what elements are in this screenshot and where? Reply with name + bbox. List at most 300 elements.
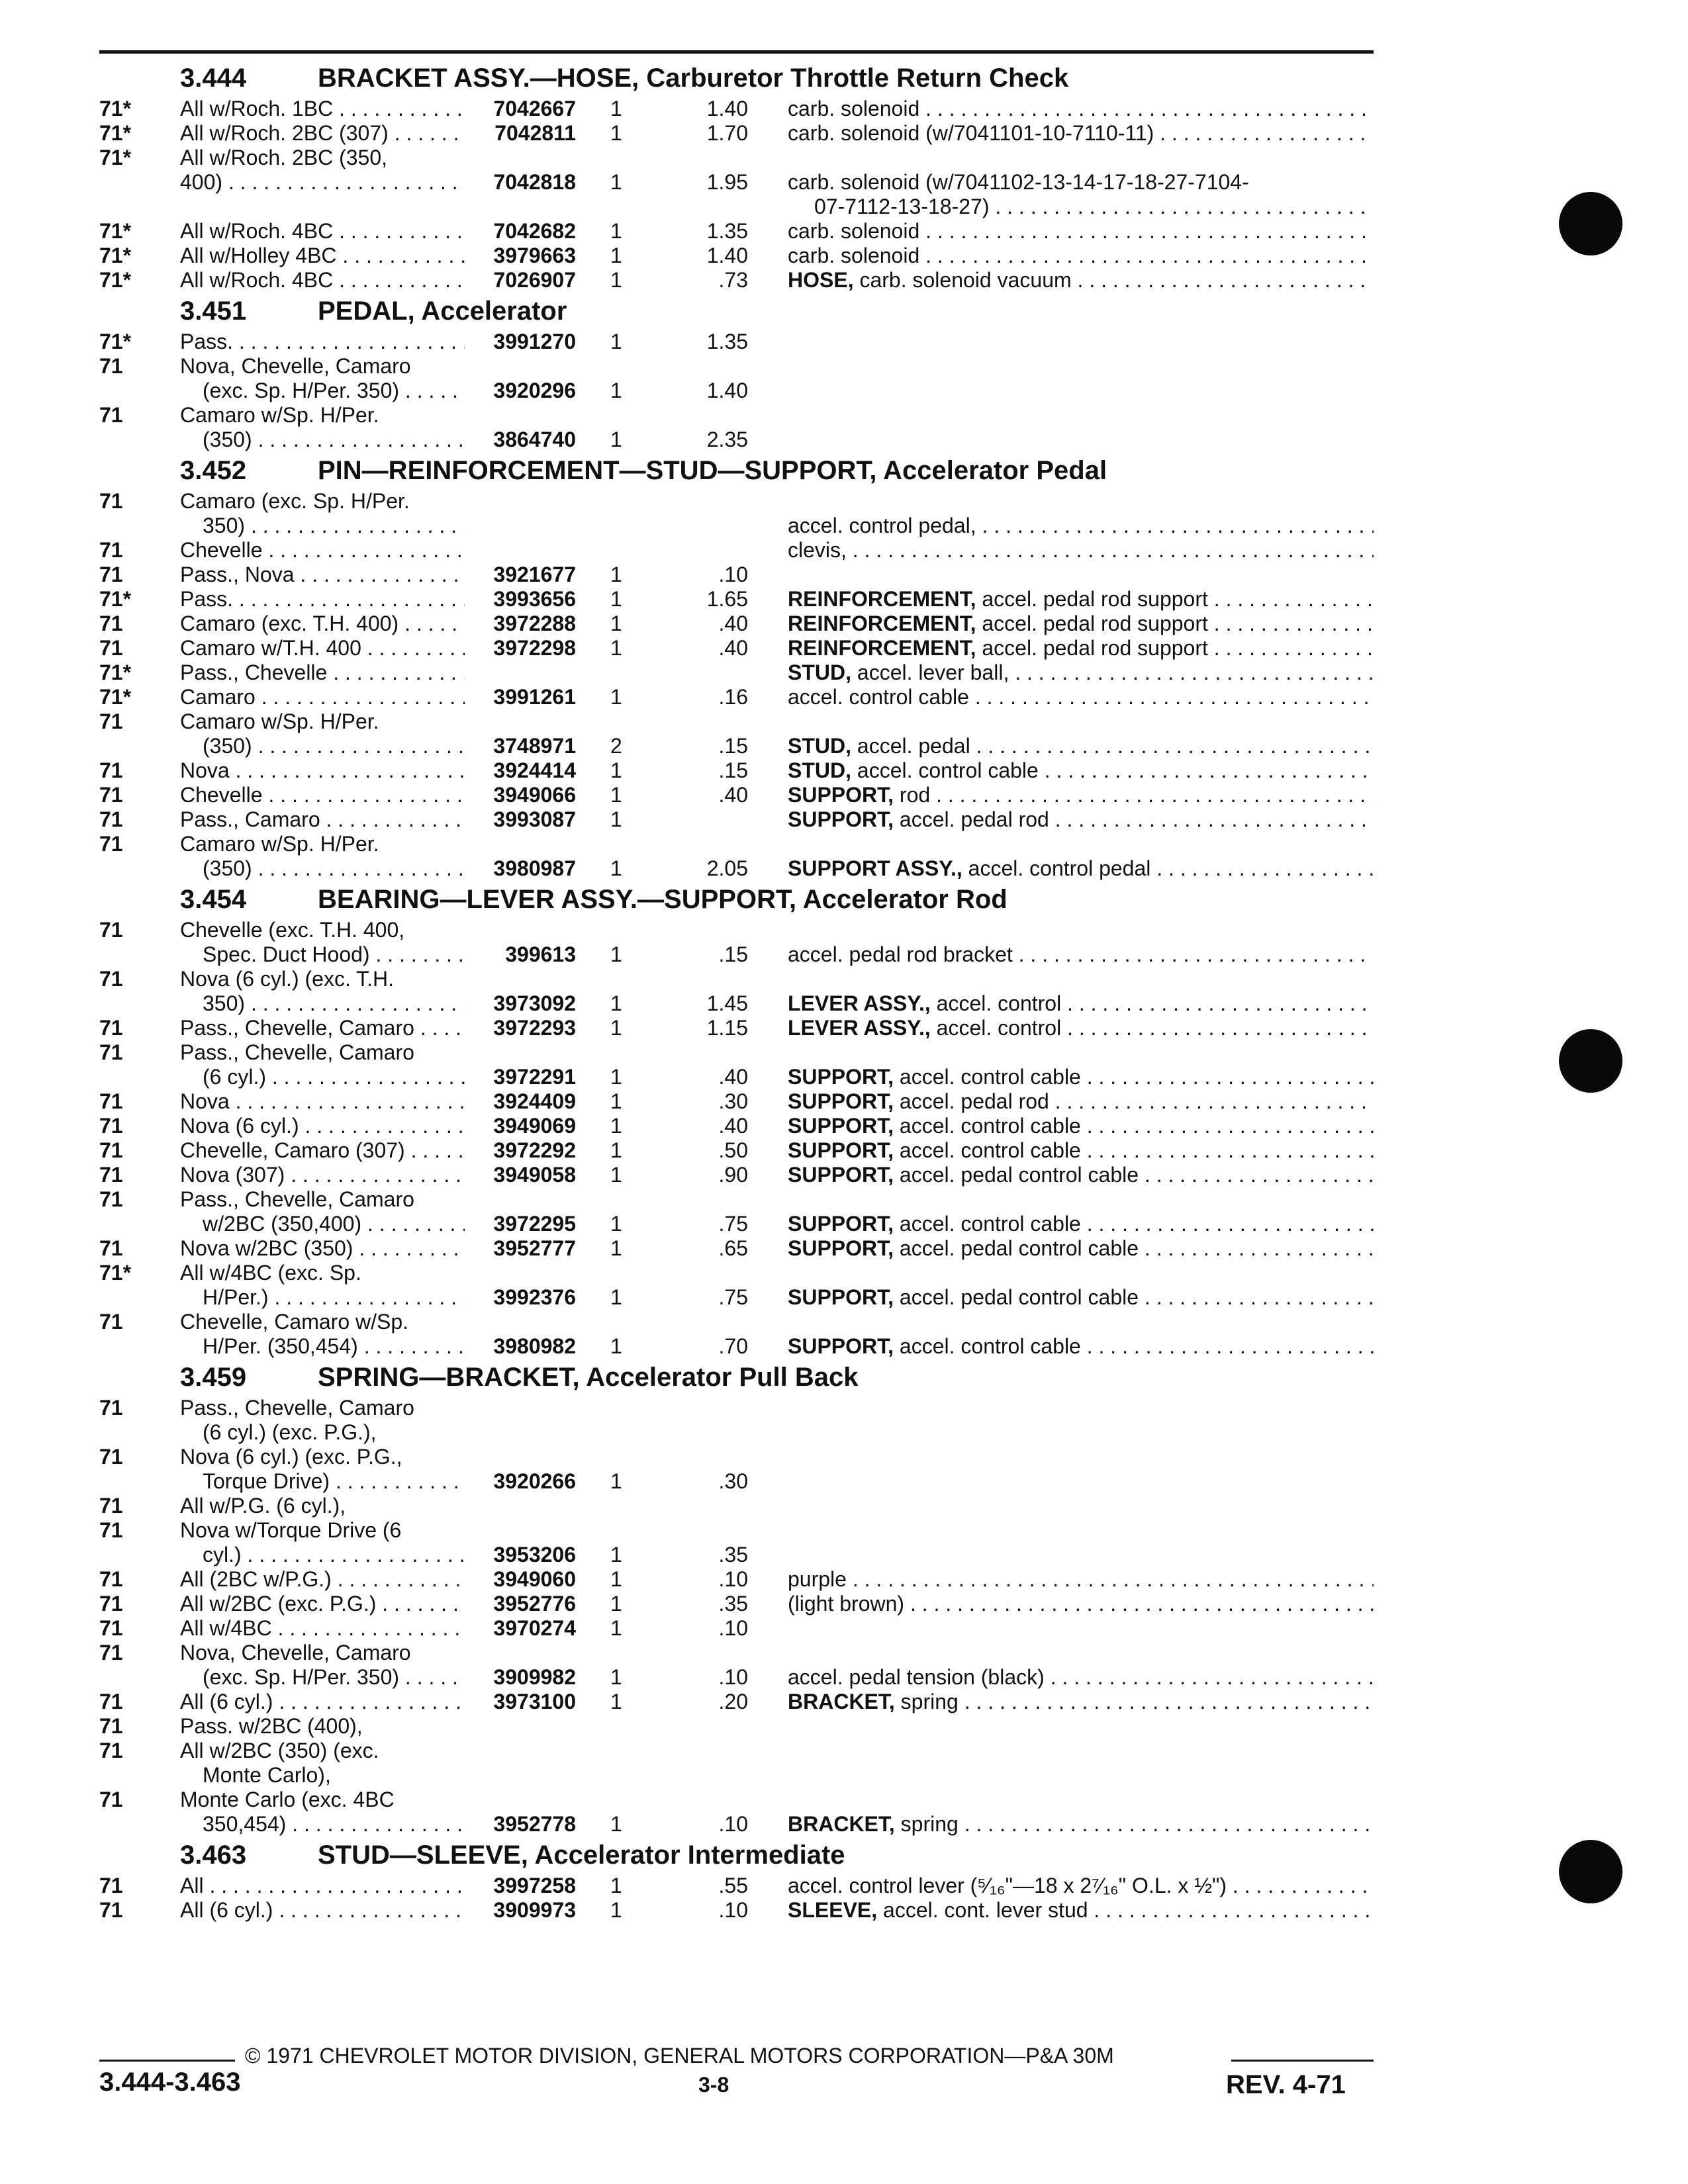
remark-text: accel. control: [930, 1016, 1062, 1040]
part-row: [0, 1420, 1688, 1445]
application-desc: Camaro w/Sp. H/Per.: [180, 709, 379, 733]
remark-text: carb. solenoid (w/7041102-13-14-17-18-27-7104-: [788, 170, 1249, 194]
application-desc: Chevelle . . .: [180, 538, 465, 563]
quantity: 1: [610, 219, 622, 243]
application-desc: Pass., Camaro . . .: [180, 807, 465, 832]
remark-text: accel. pedal control cable: [894, 1236, 1139, 1260]
application-desc: Nova (6 cyl.) (exc. T.H.: [180, 967, 395, 991]
application-desc: All w/Roch. 1BC . . .: [180, 97, 465, 121]
part-remark: [788, 1567, 1374, 1592]
footer-rule-right: [1231, 2060, 1374, 2062]
part-remark: [788, 612, 1374, 636]
quantity: 1: [610, 1089, 622, 1113]
part-number: 3993656: [493, 587, 576, 611]
model-year: 71: [99, 354, 123, 378]
model-year: 71*: [99, 121, 132, 145]
part-number: 3993087: [493, 807, 576, 831]
part-name-bold: HOSE,: [788, 268, 854, 292]
part-remark: [788, 1138, 1374, 1163]
part-remark: [788, 856, 1374, 881]
section-title: BRACKET ASSY.—HOSE, Carburetor Throttle Return Check: [318, 64, 1069, 93]
application-desc: 350) . . .: [203, 991, 465, 1016]
list-price: 1.65: [706, 587, 748, 611]
model-year: 71: [99, 612, 123, 635]
part-name-bold: SUPPORT,: [788, 1138, 894, 1162]
remark-text: accel. pedal rod support: [976, 587, 1208, 611]
part-row: [0, 1261, 1688, 1285]
part-number: 3864740: [493, 428, 576, 451]
part-row: [0, 734, 1688, 758]
remark-text: accel. control cable: [788, 685, 969, 709]
quantity: 1: [610, 685, 622, 709]
model-year: 71: [99, 1739, 123, 1762]
remark-text: accel. cont. lever stud: [877, 1898, 1088, 1922]
application-desc: Nova, Chevelle, Camaro: [180, 1641, 411, 1664]
list-price: .10: [718, 1665, 748, 1689]
list-price: .73: [718, 268, 748, 292]
part-remark: [788, 170, 1374, 195]
application-desc: (350) . . .: [203, 734, 465, 758]
application-desc: Nova, Chevelle, Camaro: [180, 354, 411, 378]
quantity: 1: [610, 1616, 622, 1640]
application-desc: (350) . . .: [203, 428, 465, 452]
application-desc: All w/4BC (exc. Sp.: [180, 1261, 361, 1285]
list-price: .10: [718, 563, 748, 586]
part-number: 7042667: [493, 97, 576, 120]
application-desc: cyl.) . . .: [203, 1543, 465, 1567]
part-row: [0, 146, 1688, 170]
part-remark: [788, 807, 1374, 832]
part-name-bold: STUD,: [788, 660, 851, 684]
quantity: 1: [610, 268, 622, 292]
list-price: 1.15: [706, 1016, 748, 1040]
application-desc: (350) . . .: [203, 856, 465, 881]
part-row: [0, 354, 1688, 379]
application-desc: Pass., Chevelle, Camaro . . .: [180, 1016, 465, 1040]
application-desc: Pass., Chevelle, Camaro: [180, 1040, 414, 1064]
part-name-bold: SUPPORT,: [788, 783, 894, 807]
model-year: 71: [99, 709, 123, 733]
remark-text: accel. control: [930, 991, 1062, 1015]
part-remark: [788, 783, 1374, 807]
part-number: 3973100: [493, 1690, 576, 1713]
part-row: [0, 1641, 1688, 1665]
remark-text: clevis,: [788, 538, 847, 562]
part-row: [0, 832, 1688, 856]
part-remark: [788, 636, 1374, 660]
application-desc: H/Per.) . . .: [203, 1285, 465, 1310]
model-year: 71: [99, 563, 123, 586]
part-remark: [788, 219, 1374, 244]
section-range: 3.444-3.463: [99, 2068, 241, 2097]
top-rule: [99, 50, 1374, 54]
application-desc: Nova w/2BC (350) . . .: [180, 1236, 465, 1261]
application-desc: Pass., Nova . . .: [180, 563, 465, 587]
application-desc: (exc. Sp. H/Per. 350) . . .: [203, 1665, 465, 1690]
part-number: 3973092: [493, 991, 576, 1015]
part-remark: [788, 97, 1374, 121]
model-year: 71: [99, 1592, 123, 1615]
remark-text: accel. lever ball,: [851, 660, 1009, 684]
part-number: 3972298: [493, 636, 576, 660]
list-price: .10: [718, 1616, 748, 1640]
part-row: [0, 636, 1688, 660]
remark-text: carb. solenoid: [788, 97, 920, 120]
part-remark: [788, 1334, 1374, 1359]
part-number: 3972293: [493, 1016, 576, 1040]
remark-text: accel. pedal rod bracket: [788, 942, 1013, 966]
part-remark: [788, 268, 1374, 293]
part-row: [0, 783, 1688, 807]
list-price: .10: [718, 1812, 748, 1836]
section-heading: [0, 1359, 1688, 1396]
part-row: [0, 489, 1688, 514]
application-desc: All w/Roch. 2BC (307) . . .: [180, 121, 465, 146]
model-year: 71: [99, 636, 123, 660]
part-remark: [788, 758, 1374, 783]
part-row: [0, 1714, 1688, 1739]
model-year: 71: [99, 1016, 123, 1040]
remark-text: accel. pedal rod support: [976, 612, 1208, 635]
part-number: 3909973: [493, 1898, 576, 1922]
part-row: [0, 121, 1688, 146]
part-row: [0, 1016, 1688, 1040]
part-row: [0, 685, 1688, 709]
part-remark: [788, 1874, 1374, 1898]
part-row: [0, 942, 1688, 967]
page-number: 3-8: [698, 2073, 729, 2097]
section-number: 3.459: [180, 1363, 247, 1392]
model-year: 71*: [99, 587, 132, 611]
application-desc: All (6 cyl.) . . .: [180, 1690, 465, 1714]
part-row: [0, 244, 1688, 268]
part-remark: [788, 514, 1374, 538]
remark-text: carb. solenoid: [788, 244, 920, 267]
quantity: 1: [610, 379, 622, 402]
part-remark: [788, 587, 1374, 612]
application-desc: All w/Holley 4BC . . .: [180, 244, 465, 268]
application-desc: Camaro w/Sp. H/Per.: [180, 403, 379, 427]
part-row: [0, 660, 1688, 685]
model-year: 71: [99, 967, 123, 991]
application-desc: All . . .: [180, 1874, 465, 1898]
section-title: STUD—SLEEVE, Accelerator Intermediate: [318, 1841, 845, 1870]
list-price: .40: [718, 1065, 748, 1089]
part-remark: [788, 1212, 1374, 1236]
application-desc: Pass., Chevelle, Camaro: [180, 1187, 414, 1211]
application-desc: Torque Drive) . . .: [203, 1469, 465, 1494]
part-row: [0, 1567, 1688, 1592]
model-year: 71: [99, 1138, 123, 1162]
part-name-bold: STUD,: [788, 758, 851, 782]
list-price: .30: [718, 1469, 748, 1493]
model-year: 71: [99, 1714, 123, 1738]
part-row: [0, 538, 1688, 563]
remark-text: accel. pedal control cable: [894, 1163, 1139, 1187]
part-row: [0, 1396, 1688, 1420]
quantity: 1: [610, 428, 622, 451]
list-price: 2.05: [706, 856, 748, 880]
quantity: 1: [610, 121, 622, 145]
list-price: .75: [718, 1285, 748, 1309]
application-desc: H/Per. (350,454) . . .: [203, 1334, 465, 1359]
model-year: 71: [99, 1494, 123, 1518]
remark-text: accel. pedal tension (black): [788, 1665, 1045, 1689]
application-desc: (6 cyl.) (exc. P.G.),: [203, 1420, 377, 1444]
part-row: [0, 991, 1688, 1016]
application-desc: 400) . . .: [180, 170, 465, 195]
part-row: [0, 1445, 1688, 1469]
quantity: 1: [610, 1898, 622, 1922]
quantity: 1: [610, 807, 622, 831]
application-desc: Pass., Chevelle . . .: [180, 660, 465, 685]
model-year: 71: [99, 758, 123, 782]
remark-text: accel. control cable: [894, 1114, 1081, 1138]
part-row: [0, 612, 1688, 636]
part-remark: [788, 1898, 1374, 1923]
part-row: [0, 1763, 1688, 1788]
part-name-bold: SUPPORT,: [788, 1065, 894, 1089]
part-remark: [788, 1236, 1374, 1261]
list-price: .55: [718, 1874, 748, 1897]
quantity: 1: [610, 1138, 622, 1162]
model-year: 71*: [99, 244, 132, 267]
section-title: PEDAL, Accelerator: [318, 296, 567, 326]
part-number: 3924409: [493, 1089, 576, 1113]
application-desc: All w/Roch. 4BC . . .: [180, 268, 465, 293]
part-row: [0, 514, 1688, 538]
part-number: 3909982: [493, 1665, 576, 1689]
part-row: [0, 428, 1688, 452]
list-price: 1.40: [706, 379, 748, 402]
remark-text: accel. pedal rod: [894, 807, 1049, 831]
list-price: .15: [718, 734, 748, 758]
part-name-bold: REINFORCEMENT,: [788, 636, 976, 660]
part-number: 3953206: [493, 1543, 576, 1567]
list-price: .40: [718, 1114, 748, 1138]
part-remark: [788, 1016, 1374, 1040]
quantity: 1: [610, 1114, 622, 1138]
part-row: [0, 587, 1688, 612]
model-year: 71: [99, 918, 123, 942]
part-number: 3920296: [493, 379, 576, 402]
quantity: 1: [610, 1592, 622, 1615]
quantity: 1: [610, 1812, 622, 1836]
part-row: [0, 219, 1688, 244]
quantity: 1: [610, 1285, 622, 1309]
part-row: [0, 1739, 1688, 1763]
model-year: 71: [99, 1616, 123, 1640]
part-number: 3980982: [493, 1334, 576, 1358]
application-desc: Camaro (exc. T.H. 400) . . .: [180, 612, 465, 636]
part-row: [0, 1138, 1688, 1163]
application-desc: w/2BC (350,400) . . .: [203, 1212, 465, 1236]
model-year: 71*: [99, 685, 132, 709]
part-remark: [788, 1812, 1374, 1837]
application-desc: Pass. . . .: [180, 587, 465, 612]
part-number: 3991270: [493, 330, 576, 353]
part-row: [0, 918, 1688, 942]
part-number: 3952777: [493, 1236, 576, 1260]
part-number: 3952776: [493, 1592, 576, 1615]
part-row: [0, 1310, 1688, 1334]
part-row: [0, 1212, 1688, 1236]
quantity: 1: [610, 170, 622, 194]
quantity: 1: [610, 1874, 622, 1897]
model-year: 71*: [99, 660, 132, 684]
part-name-bold: SUPPORT,: [788, 1212, 894, 1236]
part-row: [0, 1543, 1688, 1567]
part-row: [0, 807, 1688, 832]
part-row: [0, 1812, 1688, 1837]
part-name-bold: SUPPORT,: [788, 1089, 894, 1113]
application-desc: Camaro . . .: [180, 685, 465, 709]
remark-text: accel. control lever (⁵⁄₁₆"—18 x 2⁷⁄₁₆" O.L. x ½"): [788, 1874, 1227, 1897]
part-number: 3920266: [493, 1469, 576, 1493]
part-number: 3952778: [493, 1812, 576, 1836]
part-remark: [788, 1065, 1374, 1089]
model-year: 71: [99, 1236, 123, 1260]
list-price: 1.35: [706, 330, 748, 353]
remark-text: accel. pedal: [851, 734, 970, 758]
part-row: [0, 1065, 1688, 1089]
part-row: [0, 403, 1688, 428]
part-remark: [788, 991, 1374, 1016]
section-heading: [0, 293, 1688, 330]
part-row: [0, 379, 1688, 403]
footer-rule-left: [99, 2060, 235, 2062]
application-desc: (6 cyl.) . . .: [203, 1065, 465, 1089]
quantity: 1: [610, 856, 622, 880]
part-remark: [788, 1114, 1374, 1138]
list-price: .15: [718, 758, 748, 782]
part-remark: [788, 685, 1374, 709]
part-row: [0, 1788, 1688, 1812]
part-row: [0, 170, 1688, 195]
application-desc: Nova w/Torque Drive (6: [180, 1518, 402, 1542]
copyright-line: © 1971 CHEVROLET MOTOR DIVISION, GENERAL MOTORS CORPORATION—P&A 30M: [245, 2044, 1114, 2068]
quantity: 1: [610, 991, 622, 1015]
part-number: 3924414: [493, 758, 576, 782]
part-number: 3972288: [493, 612, 576, 635]
list-price: 1.40: [706, 97, 748, 120]
part-number: 3949069: [493, 1114, 576, 1138]
part-name-bold: BRACKET,: [788, 1690, 895, 1713]
part-row: [0, 563, 1688, 587]
list-price: .65: [718, 1236, 748, 1260]
part-name-bold: SUPPORT,: [788, 1114, 894, 1138]
part-number: 3949060: [493, 1567, 576, 1591]
remark-text: carb. solenoid (w/7041101-10-7110-11): [788, 121, 1154, 145]
application-desc: Pass. . . .: [180, 330, 465, 354]
remark-text: accel. control cable: [894, 1212, 1081, 1236]
application-desc: Spec. Duct Hood) . . .: [203, 942, 465, 967]
part-number: 3972291: [493, 1065, 576, 1089]
list-price: 1.40: [706, 244, 748, 267]
list-price: .20: [718, 1690, 748, 1713]
model-year: 71: [99, 489, 123, 513]
model-year: 71: [99, 1187, 123, 1211]
section-title: PIN—REINFORCEMENT—STUD—SUPPORT, Accelerator Pedal: [318, 456, 1107, 485]
list-price: .30: [718, 1089, 748, 1113]
quantity: 1: [610, 1016, 622, 1040]
part-row: [0, 330, 1688, 354]
list-price: .16: [718, 685, 748, 709]
quantity: 1: [610, 1543, 622, 1567]
model-year: 71: [99, 1445, 123, 1469]
part-row: [0, 97, 1688, 121]
part-number: 7042682: [493, 219, 576, 243]
quantity: 1: [610, 1567, 622, 1591]
application-desc: Nova . . .: [180, 758, 465, 783]
part-name-bold: SUPPORT,: [788, 1163, 894, 1187]
application-desc: Chevelle . . .: [180, 783, 465, 807]
part-number: 7042811: [494, 121, 576, 145]
quantity: 2: [610, 734, 622, 758]
part-name-bold: STUD,: [788, 734, 851, 758]
model-year: 71*: [99, 146, 132, 169]
part-row: [0, 1592, 1688, 1616]
part-name-bold: SUPPORT ASSY.,: [788, 856, 962, 880]
section-number: 3.463: [180, 1841, 247, 1870]
list-price: .90: [718, 1163, 748, 1187]
section-number: 3.454: [180, 885, 247, 914]
application-desc: All w/Roch. 4BC . . .: [180, 219, 465, 244]
list-price: .35: [718, 1592, 748, 1615]
application-desc: Camaro w/T.H. 400 . . .: [180, 636, 465, 660]
application-desc: Chevelle, Camaro (307) . . .: [180, 1138, 465, 1163]
part-row: [0, 1187, 1688, 1212]
list-price: .10: [718, 1567, 748, 1591]
application-desc: Nova (6 cyl.) (exc. P.G.,: [180, 1445, 402, 1469]
part-row: [0, 1334, 1688, 1359]
list-price: 1.45: [706, 991, 748, 1015]
remark-text: (light brown): [788, 1592, 905, 1615]
remark-text: accel. pedal rod support: [976, 636, 1208, 660]
part-remark: [788, 1163, 1374, 1187]
list-price: .50: [718, 1138, 748, 1162]
model-year: 71: [99, 403, 123, 427]
part-row: [0, 1089, 1688, 1114]
part-number: 3748971: [493, 734, 576, 758]
section-number: 3.451: [180, 296, 247, 326]
quantity: 1: [610, 1212, 622, 1236]
model-year: 71: [99, 1898, 123, 1922]
model-year: 71*: [99, 268, 132, 292]
model-year: 71: [99, 1310, 123, 1334]
part-row: [0, 268, 1688, 293]
list-price: .10: [718, 1898, 748, 1922]
application-desc: Monte Carlo),: [203, 1763, 331, 1787]
remark-text: accel. control pedal,: [788, 514, 976, 537]
part-row: [0, 1616, 1688, 1641]
part-row: [0, 195, 1688, 219]
revision-label: REV. 4-71: [1226, 2070, 1346, 2099]
part-row: [0, 967, 1688, 991]
part-number: 3980987: [493, 856, 576, 880]
quantity: 1: [610, 97, 622, 120]
part-row: [0, 1518, 1688, 1543]
remark-text: purple: [788, 1567, 847, 1591]
part-remark: [788, 1690, 1374, 1714]
quantity: 1: [610, 1163, 622, 1187]
quantity: 1: [610, 1236, 622, 1260]
part-row: [0, 1494, 1688, 1518]
application-desc: All w/Roch. 2BC (350,: [180, 146, 388, 169]
model-year: 71: [99, 1690, 123, 1713]
quantity: 1: [610, 612, 622, 635]
part-remark: [814, 195, 1374, 219]
